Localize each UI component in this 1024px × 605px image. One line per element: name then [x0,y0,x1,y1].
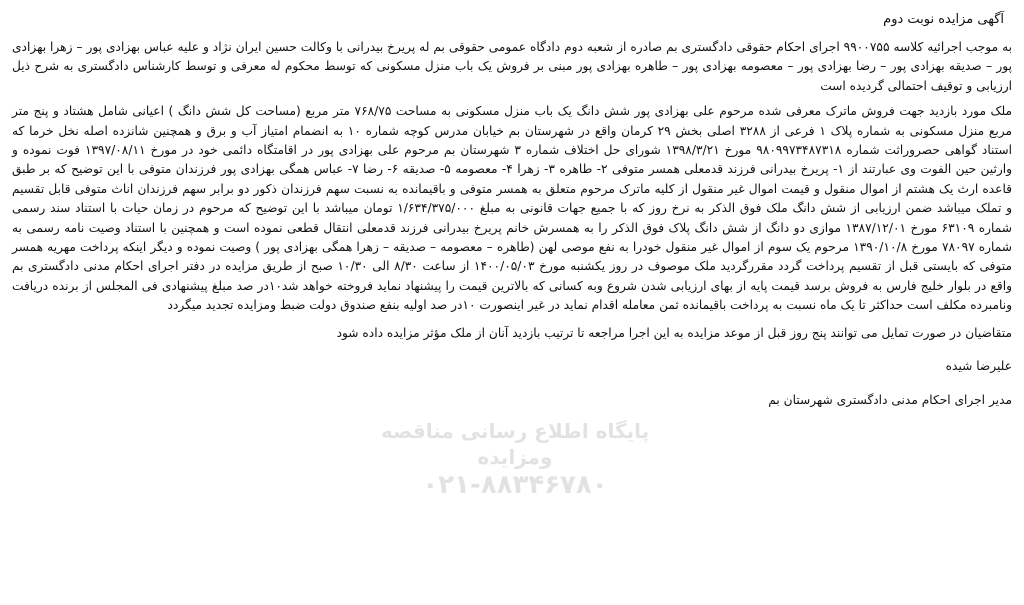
notice-body-paragraph: ملک مورد بازدید جهت فروش ماترک معرفی شده مرحوم علی بهزادی پور شش دانگ یک باب منزل مسکونی به مساحت ۷۶۸/۷۵ متر مربع (مساحت کل شش دانگ ) اعیانی شامل هشتاد و پنج متر مربع منزل مسکونی به شماره پلاک ۱ فرعی از ۳۲۸۸ اصلی بخش ۲۹ کرمان واقع در شهرستان بم خیابان مدرس کوچه شماره ۱۰ به انضمام امتیاز آب و برق و همچنین شانزده اصله نخل خرما که استناد گواهی حصروراثت شماره ۹۸۰۹۹۷۳۴۸۷۳۱۸ مورخ ۱۳۹۸/۳/۲۱ شورای حل اختلاف شماره ۳ شهرستان بم مرحوم علی بهزادی پور در اقامتگاه دائمی خود در مورخ ۱۳۹۷/۰۸/۱۱ فوت نموده و وارثین حین الفوت وی عبارتند از ۱- پریرخ بیدرانی فرزند قدمعلی همسر متوفی ۲- طاهره ۳- زهرا ۴- معصومه ۵- صدیقه ۶- رضا ۷- عباس همگی بهزادی پور فرزندان متوفی با این توضیح که بر طبق قاعده ارث یک هشتم از اموال منقول و قیمت اموال غیر منقول از کلیه ماترک مرحوم متعلق به همسر متوفی و باقیمانده به نسبت سهم فرزندان ذکور دو برابر سهم فرزندان اناث متوفی قابل تقسیم و تملک میباشد ضمن ارزیابی از شش دانگ ملک فوق الذکر به نرخ روز که با جمیع جهات قانونی به مبلغ ۱/۶۳۴/۳۷۵/۰۰۰ تومان میباشد با این توضیح که مرحوم در زمان حیات با استناد سند رسمی شماره ۶۳۱۰۹ مورخ ۱۳۸۷/۱۲/۰۱ موازی دو دانگ از شش دانگ پلاک فوق الذکر را به همسرش خانم پریرخ بیدرانی فرزند قدمعلی انتقال قطعی نموده است و همچنین با استناد وصیت نامه رسمی به شماره ۷۸۰۹۷ مورخ ۱۳۹۰/۱۰/۸ مرحوم یک سوم از اموال غیر منقول خودرا به نفع موصی لهن (طاهره – معصومه – صدیقه – زهرا همگی بهزادی پور ) وصیت نموده و دیگر اینکه پرداخت مهریه همسر متوفی که بایستی قبل از تقسیم پرداخت گردد مقررگردید ملک موصوف در روز یکشنبه مورخ ۱۴۰۰/۰۵/۰۳ از ساعت ۸/۳۰ الی ۱۰/۳۰ صبح از طریق مزایده در دفتر اجرای احکام مدنی دادگستری بم واقع در بلوار خلیج فارس به فروش برسد قیمت پایه از بهای ارزیابی شدن شروع وبه کسانی که بالاترین قیمت را پیشنهاد نماید فروخته خواهد شد۱۰در صد مبلغ پیشنهادی فی المجلس از برنده دریافت ونامبرده مکلف است حداکثر تا یک ماه نسبت به پرداخت باقیمانده ثمن معامله اقدام نماید در غیر اینصورت ۱۰در صد اولیه بنفع صندوق دولت ضبط ومزایده تجدید میگردد [12,104,1013,313]
notice-intro-paragraph: به موجب اجرائیه کلاسه ۹۹۰۰۷۵۵ اجرای احکام حقوقی دادگستری بم صادره از شعبه دوم دادگاه عمومی حقوقی بم له پریرخ بیدرانی با وکالت حسین ایران نژاد و علیه عباس بهزادی پور – زهرا بهزادی پور – صدیقه بهزادی پور – رضا بهزادی پور – معصومه بهزادی پور – طاهره بهزادی پور مبنی بر فروش یک باب منزل مسکونی که توسط محکوم له معرفی و توسط کارشناس دادگستری به شرح ذیل ارزیابی و توقیف احتمالی گردیده است [12,40,1013,93]
watermark [355,418,675,500]
signer-position: مدیر اجرای احکام مدنی دادگستری شهرستان بم [768,392,1012,407]
signer-name: علیرضا شیده [945,359,1012,374]
auction-notice [12,6,1012,418]
watermark-text: پایگاه اطلاع رسانی مناقصه ومزایده [380,419,650,469]
visit-note: متقاضیان در صورت تمایل می توانند پنج روز قبل از موعد مزایده به این اجرا مراجعه تا ترتیب بازدید آنان از ملک مؤثر مزایده داده شود [336,325,1012,340]
notice-title: آگهی مزایده نوبت دوم [883,12,1004,27]
watermark-phone: ۰۲۱-۸۸۳۴۶۷۸۰ [422,470,608,500]
